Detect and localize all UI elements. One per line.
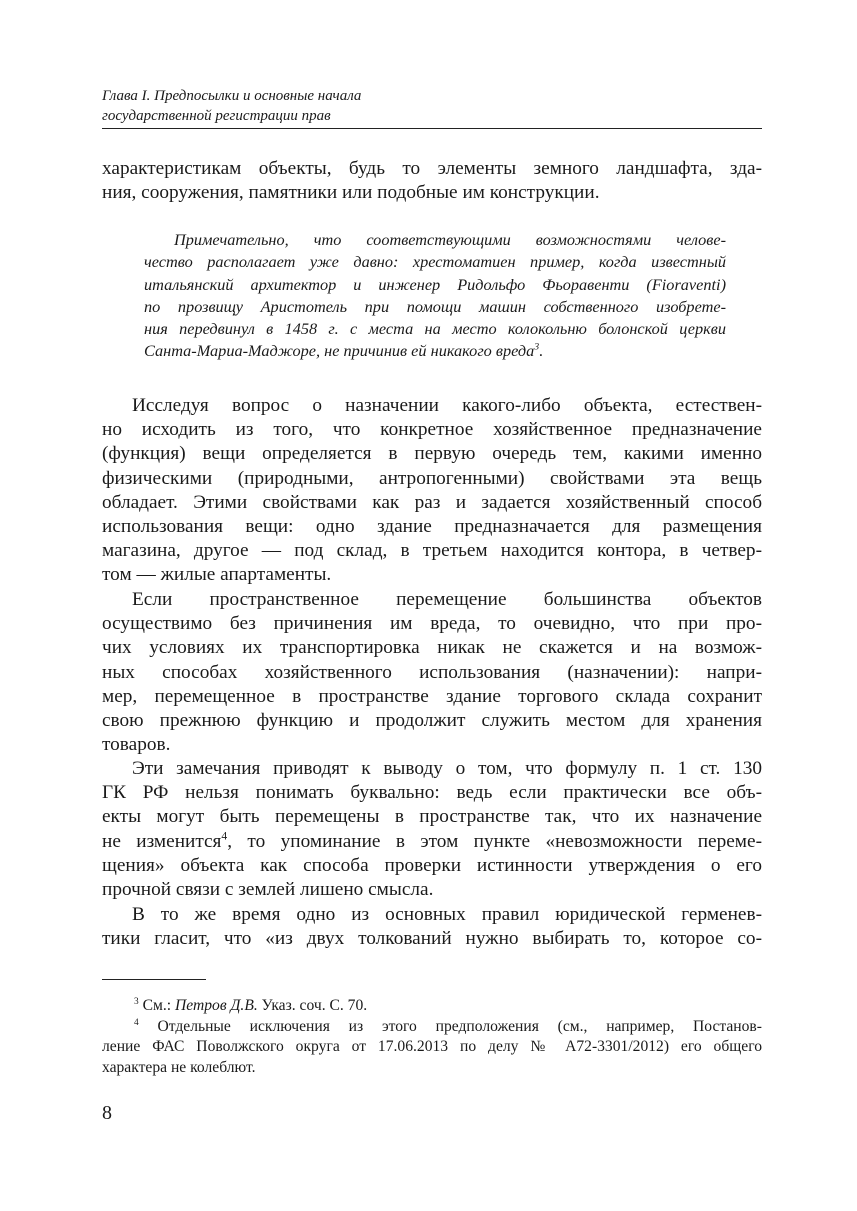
text-line: ния, сооружения, памятники или подобные им конструкции. [102, 182, 600, 204]
text-line: прочной связи с землей лишено смысла. [102, 878, 434, 900]
quote-line-text: Санта-Мариа-Маджоре, не причинив ей никакого вреда [144, 341, 535, 361]
footnote-number: 4 [134, 1017, 139, 1028]
text-line: использования вещи: одно здание предназначается для размещения [102, 515, 762, 537]
text-line: свою прежнюю функцию и продолжит служить местом для хранения [102, 709, 762, 731]
paragraph-3 [102, 757, 762, 902]
text-fragment: не изменится [102, 830, 222, 852]
text-line-with-ref [102, 830, 762, 854]
page-number: 8 [102, 1102, 112, 1124]
running-head-line-1: Глава I. Предпосылки и основные начала [102, 88, 362, 104]
text-fragment: , то упоминание в этом пункте «невозможности переме- [227, 830, 762, 852]
footnote-ref-4[interactable]: 4 [221, 829, 228, 843]
text-line: обладает. Этими свойствами как раз и задается хозяйственный способ [102, 491, 762, 513]
quote-block [144, 229, 726, 363]
footnote-4-line-2: ление ФАС Поволжского округа от 17.06.2013 по делу № А72-3301/2012) его общего [102, 1038, 762, 1055]
quote-line: ния передвинул в 1458 г. с места на место колокольню болонской церкви [144, 319, 726, 339]
text-line: чих условиях их транспортировка никак не скажется и на возмож- [102, 637, 762, 659]
paragraph-2 [102, 588, 762, 757]
footnote-ref-3[interactable]: 3 [534, 342, 540, 354]
running-head [102, 86, 762, 126]
text-line: физическими (природными, антропогенными) свойствами эта вещь [102, 467, 762, 489]
paragraph-1 [102, 394, 762, 588]
quote-line: итальянский архитектор и инженер Ридольфо Фьоравенти (Fioraventi) [144, 274, 726, 294]
quote-line: по прозвищу Аристотель при помощи машин собственного изобрете- [144, 296, 726, 316]
paragraph-intro [102, 157, 762, 205]
text-line: магазина, другое — под склад, в третьем находится контора, в четвер- [102, 540, 762, 562]
text-line: мер, перемещенное в пространстве здание торгового склада сохранит [102, 685, 762, 707]
text-line: ных способах хозяйственного использования (назначении): напри- [102, 661, 762, 683]
footnote-rule [102, 979, 206, 980]
footnote-author: Петров Д.В. [175, 997, 258, 1014]
footnote-3 [102, 996, 762, 1017]
footnotes [102, 996, 762, 1078]
footnote-text: Отдельные исключения из этого предположения (см., например, Постанов- [157, 1017, 762, 1035]
text-line: Исследуя вопрос о назначении какого-либо объекта, естествен- [132, 395, 762, 416]
quote-line-last: Санта-Мариа-Маджоре, не причинив ей никакого вреда$^3$. [144, 341, 544, 361]
header-rule [102, 128, 762, 129]
text-line: характеристикам объекты, будь то элементы земного ландшафта, зда- [102, 158, 762, 179]
text-line: щения» объекта как способа проверки истинности утверждения о его [102, 854, 762, 876]
footnote-prefix: См.: [142, 997, 175, 1014]
text-line: тики гласит, что «из двух толкований нужно выбирать то, которое со- [102, 928, 762, 950]
text-line: Эти замечания приводят к выводу о том, что формулу п. 1 ст. 130 [132, 758, 762, 779]
text-line: том — жилые апартаменты. [102, 564, 332, 586]
text-line: но исходить из того, что конкретное хозяйственное предназначение [102, 419, 762, 441]
footnote-rest: Указ. соч. С. 70. [257, 997, 368, 1014]
text-line: Если пространственное перемещение большинства объектов [132, 589, 762, 610]
text-line: екты могут быть перемещены в пространстве так, что их назначение [102, 806, 762, 828]
quote-line: чество располагает уже давно: хрестоматиен пример, когда известный [144, 252, 726, 272]
text-line: В то же время одно из основных правил юридической герменев- [132, 904, 762, 925]
running-head-line-2: государственной регистрации прав [102, 108, 331, 124]
quote-line: Примечательно, что соответствующими возможностями челове- [174, 230, 726, 249]
paragraph-4 [102, 903, 762, 951]
text-line: товаров. [102, 734, 171, 756]
book-page [102, 0, 762, 1211]
text-line: ГК РФ нельзя понимать буквально: ведь если практически все объ- [102, 782, 762, 804]
footnote-4-line-1 [102, 1017, 762, 1038]
text-line: осуществимо без причинения им вреда, то очевидно, что при про- [102, 613, 762, 635]
footnote-number: 3 [134, 996, 139, 1007]
text-line: (функция) вещи определяется в первую очередь тем, какими именно [102, 443, 762, 465]
footnote-4-line-3: характера не колеблют. [102, 1058, 256, 1076]
